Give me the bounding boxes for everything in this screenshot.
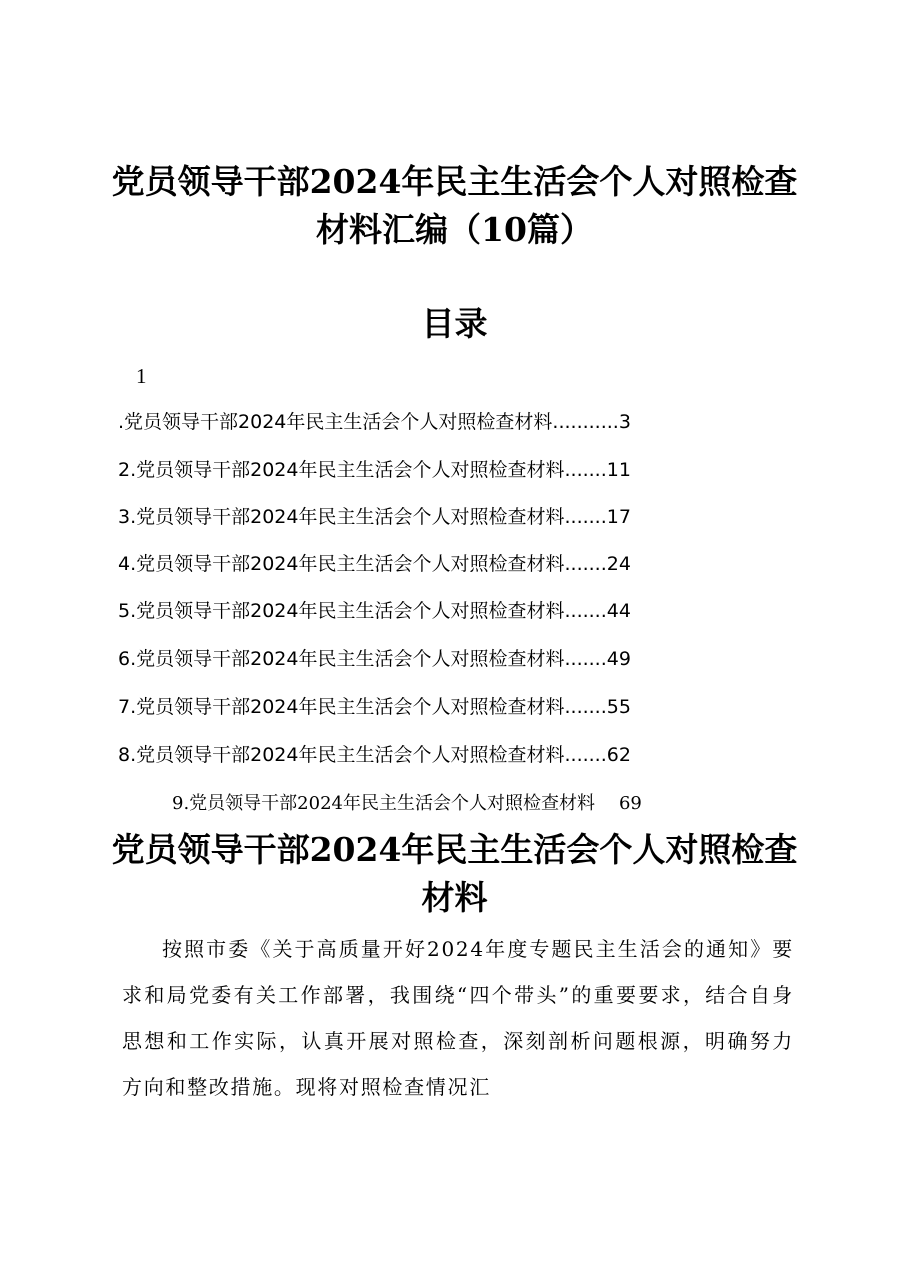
- toc-entry-7[interactable]: [118, 693, 758, 721]
- toc-entry-title: 6.党员领导干部2024年民主生活会个人对照检查材料: [118, 648, 565, 670]
- toc-entry-title: .党员领导干部2024年民主生活会个人对照检查材料: [118, 411, 553, 433]
- toc-entry-title: 2.党员领导干部2024年民主生活会个人对照检查材料: [118, 459, 565, 481]
- toc-leader-dots: .......: [564, 459, 607, 481]
- toc-entry-2[interactable]: [118, 456, 758, 484]
- toc-page-number: 24: [606, 553, 631, 575]
- toc-entry-title: 5.党员领导干部2024年民主生活会个人对照检查材料: [118, 600, 565, 622]
- article-title: 党员领导干部2024年民主生活会个人对照检查材料: [111, 830, 798, 917]
- toc-leader-dots: ...........: [552, 411, 619, 433]
- toc-entry-title: 9.党员领导干部2024年民主生活会个人对照检查材料: [172, 793, 595, 814]
- toc-page-number: 3: [618, 411, 631, 433]
- toc-leader-dots: .......: [564, 506, 607, 528]
- toc-entry-9[interactable]: [172, 790, 642, 818]
- toc-page-number: 55: [606, 696, 631, 718]
- toc-page-number: 49: [606, 648, 631, 670]
- toc-entry-4[interactable]: [118, 550, 758, 578]
- toc-page-number: 44: [606, 600, 631, 622]
- toc-page-number: 17: [606, 506, 631, 528]
- toc-leader-dots: .......: [564, 744, 607, 766]
- toc-heading: 目录: [421, 304, 488, 343]
- toc-page-number: 69: [618, 793, 642, 814]
- article-paragraph: 按照市委《关于高质量开好2024年度专题民主生活会的通知》要求和局党委有关工作部署，我围绕“四个带头”的重要要求，结合自身思想和工作实际，认真开展对照检查，深刻剖析问题根源，明确努力方向和整改措施。现将对照检查情况汇: [122, 937, 794, 1099]
- toc-entry-title: 8.党员领导干部2024年民主生活会个人对照检查材料: [118, 744, 565, 766]
- document-title: 党员领导干部2024年民主生活会个人对照检查材料汇编（10篇）: [111, 162, 798, 249]
- toc-entry-8[interactable]: [118, 741, 758, 769]
- toc-page-number: 11: [606, 459, 631, 481]
- toc-entry-5[interactable]: [118, 597, 758, 625]
- toc-leader-dots: .......: [564, 648, 607, 670]
- toc-leader-dots: .......: [564, 553, 607, 575]
- toc-item-number: 1: [136, 364, 147, 388]
- toc-entry-title: 3.党员领导干部2024年民主生活会个人对照检查材料: [118, 506, 565, 528]
- toc-page-number: 62: [606, 744, 631, 766]
- toc-entry-3[interactable]: [118, 503, 758, 531]
- toc-leader-dots: .......: [564, 696, 607, 718]
- toc-entry-title: 7.党员领导干部2024年民主生活会个人对照检查材料: [118, 696, 565, 718]
- toc-leader-dots: .......: [564, 600, 607, 622]
- toc-entry-1[interactable]: [118, 408, 758, 436]
- toc-entry-6[interactable]: [118, 645, 758, 673]
- toc-entry-title: 4.党员领导干部2024年民主生活会个人对照检查材料: [118, 553, 565, 575]
